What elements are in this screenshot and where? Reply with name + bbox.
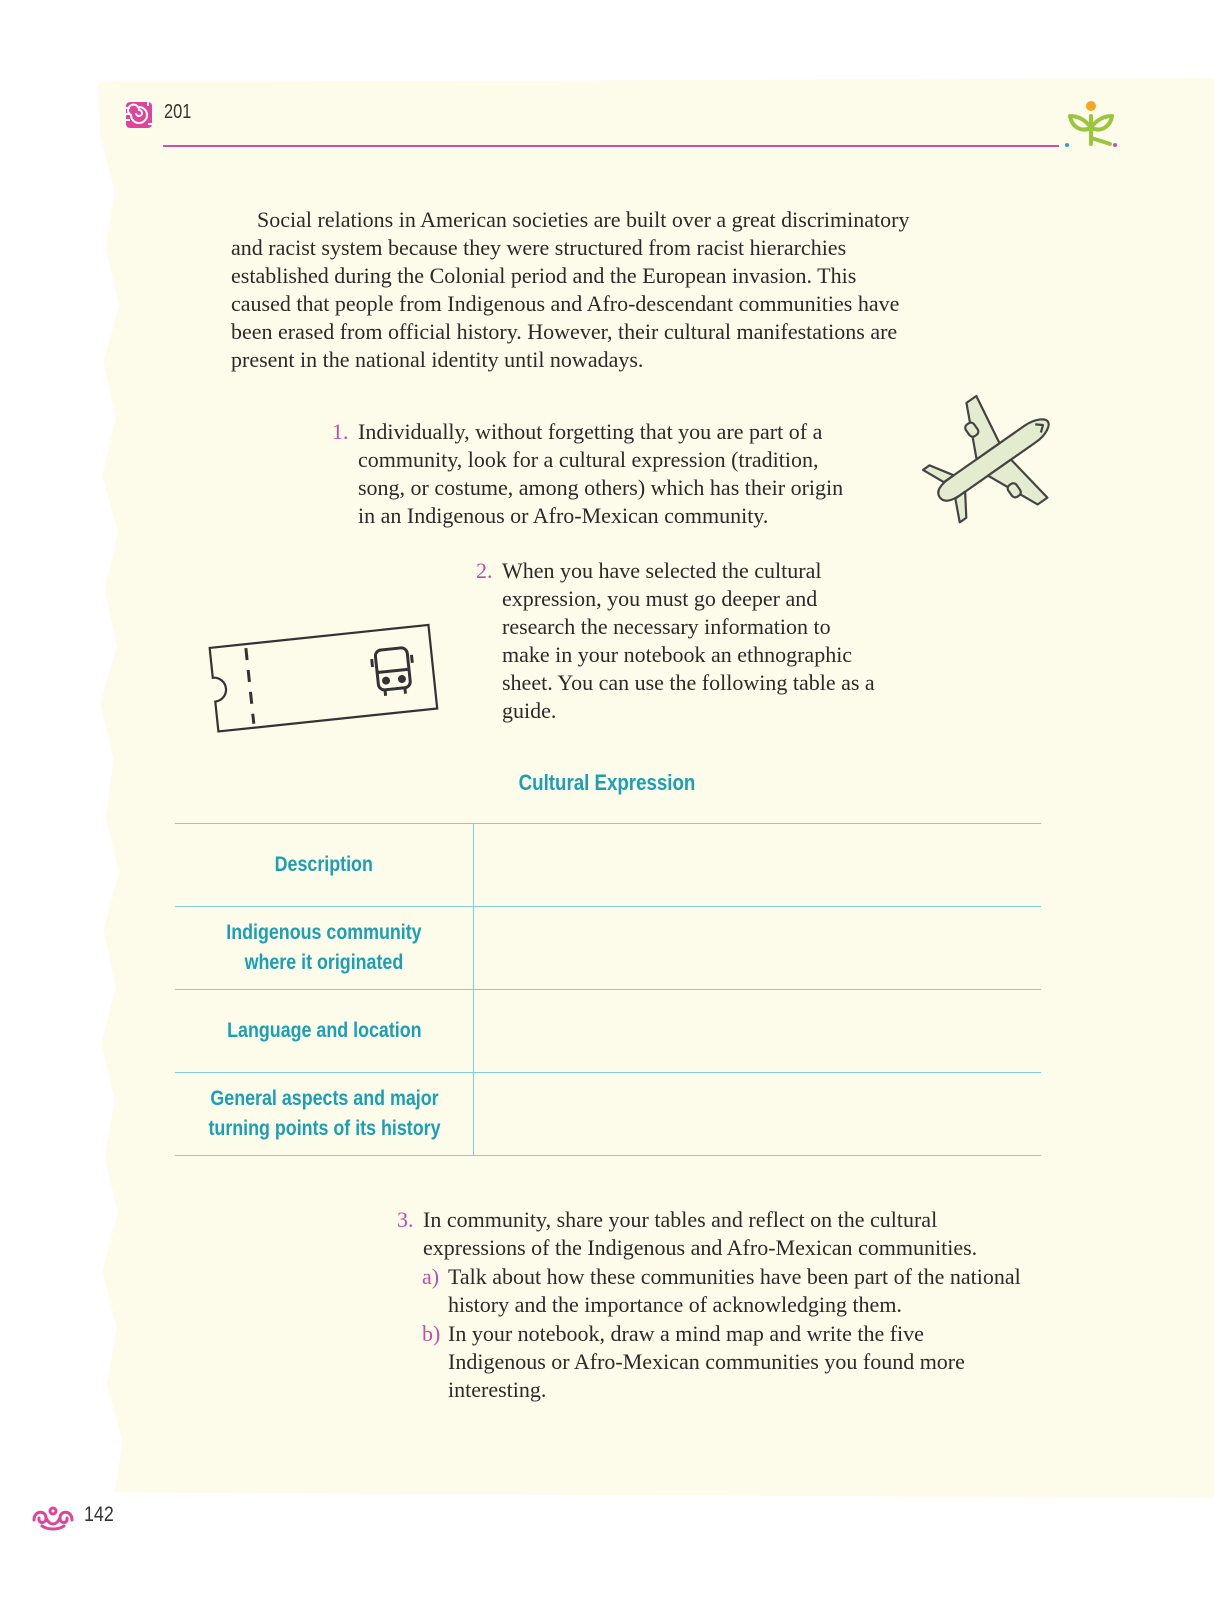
row-label: Description bbox=[274, 853, 374, 876]
pink-spiral-glyph-icon bbox=[124, 100, 154, 130]
subitem-b bbox=[422, 1320, 1023, 1404]
row-value-cell bbox=[475, 824, 1041, 906]
subitem-text: In your notebook, draw a mind map and write the five Indigenous or Afro-Mexican communities you found more interesting. bbox=[448, 1321, 965, 1402]
row-label: General aspects and major turning points of its history bbox=[207, 1087, 441, 1140]
row-value-cell bbox=[475, 990, 1041, 1072]
activity-number: 1. bbox=[332, 419, 349, 444]
activity-number: 2. bbox=[476, 558, 493, 583]
row-label-cell bbox=[175, 990, 474, 1072]
subitem-text: Talk about how these communities have been part of the national history and the importance of acknowledging them. bbox=[448, 1264, 1021, 1317]
activity-3 bbox=[397, 1206, 1023, 1404]
page-number: 142 bbox=[84, 1503, 114, 1526]
activity-text: In community, share your tables and reflect on the cultural expressions of the Indigenous and Afro-Mexican communities. bbox=[423, 1207, 978, 1260]
ethnographic-table bbox=[175, 823, 1041, 1156]
row-label-cell bbox=[175, 824, 474, 906]
chapter-page-label: 201 bbox=[164, 101, 192, 123]
activity-text: When you have selected the cultural expression, you must go deeper and research the necessary information to make in your notebook an ethnographic sheet. You can use the following table as a guide. bbox=[502, 558, 875, 723]
subitem-a bbox=[422, 1263, 1023, 1319]
activity-1 bbox=[332, 418, 858, 530]
table-row bbox=[175, 906, 1041, 989]
row-value-cell bbox=[475, 907, 1041, 989]
table-row bbox=[175, 989, 1041, 1072]
activity-2 bbox=[476, 557, 877, 725]
table-row bbox=[175, 1072, 1041, 1156]
table-row bbox=[175, 823, 1041, 906]
row-label: Language and location bbox=[226, 1019, 422, 1042]
table-title: Cultural Expression bbox=[518, 770, 696, 795]
sprout-figure-icon bbox=[1062, 98, 1120, 150]
row-value-cell bbox=[475, 1073, 1041, 1155]
header-rule bbox=[163, 145, 1059, 147]
subitem-letter: b) bbox=[422, 1321, 441, 1346]
activity-text: Individually, without forgetting that you are part of a community, look for a cultural expression (tradition, song, or costume, among others) which has their origin in an Indigenous or Afro-Mexican community. bbox=[358, 419, 844, 528]
row-label-cell bbox=[175, 1073, 474, 1155]
subitem-letter: a) bbox=[422, 1264, 440, 1289]
row-label: Indigenous community where it originated bbox=[226, 921, 422, 974]
airplane-icon bbox=[918, 388, 1068, 533]
pink-scroll-ornament-icon bbox=[30, 1502, 76, 1532]
row-label-cell bbox=[175, 907, 474, 989]
bus-ticket-icon bbox=[205, 604, 445, 744]
activity-number: 3. bbox=[397, 1207, 414, 1232]
intro-paragraph: Social relations in American societies are built over a great discriminatory and racist system because they were structured from racist hierarchies established during the Colonial period and the European invasion. This caused that people from Indigenous and Afro-descendant communities have been erased from official history. However, their cultural manifestations are present in the national identity until nowadays. bbox=[231, 207, 910, 372]
